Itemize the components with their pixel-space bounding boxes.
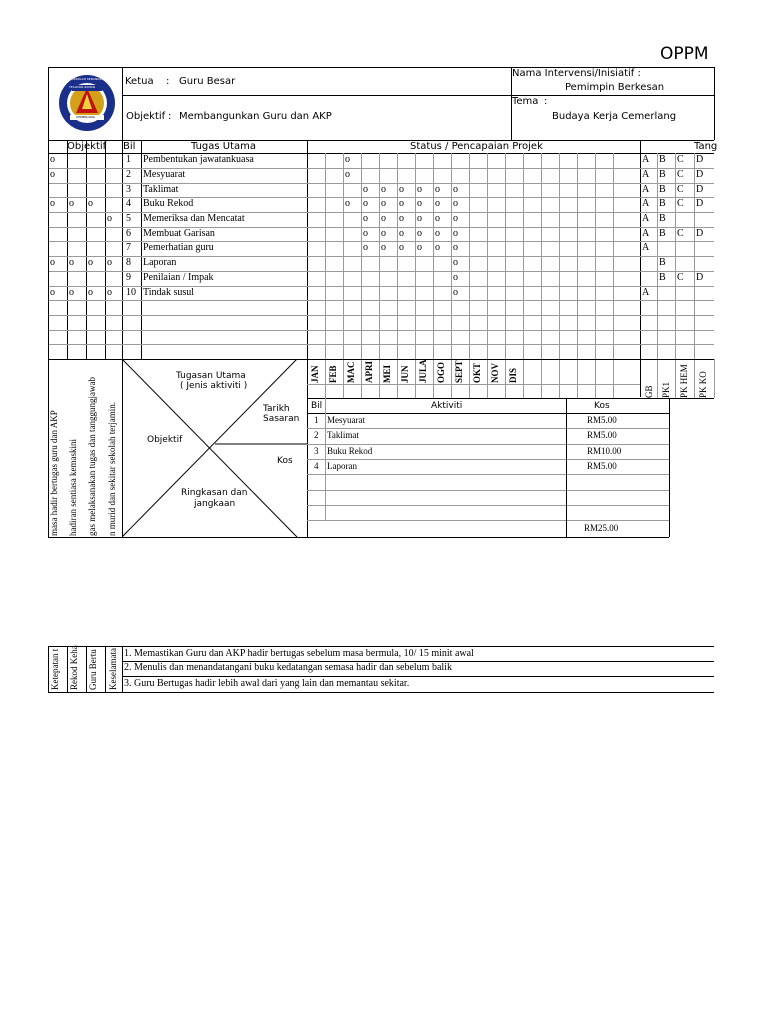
rule-line — [86, 646, 87, 692]
rule-line — [48, 183, 640, 184]
ketua-label: Ketua — [125, 76, 154, 87]
objective-mark: o — [69, 198, 74, 209]
task-number: 3 — [126, 184, 131, 195]
task-number: 9 — [126, 272, 131, 283]
cost-row-activity: Laporan — [327, 461, 357, 471]
objektif-column-header: Objektif — [67, 141, 107, 152]
month-label: MAC — [346, 361, 356, 383]
tugas-column-header: Tugas Utama — [191, 141, 257, 152]
status-mark: o — [453, 213, 458, 224]
status-mark: o — [399, 198, 404, 209]
rule-line — [640, 241, 714, 242]
month-label: OKT — [472, 362, 482, 383]
cost-row-amount: RM5.00 — [587, 415, 617, 425]
rule-line — [48, 537, 668, 538]
month-label: JUN — [400, 365, 410, 383]
task-number: 2 — [126, 169, 131, 180]
responsibility-mark: B — [659, 228, 666, 239]
status-mark: o — [453, 287, 458, 298]
status-mark: o — [453, 184, 458, 195]
objektif-value: Membangunkan Guru dan AKP — [179, 111, 332, 122]
objective-mark: o — [107, 257, 112, 268]
person-label: PK HEM — [679, 364, 689, 398]
status-mark: o — [381, 228, 386, 239]
responsibility-mark: C — [677, 184, 684, 195]
status-mark: o — [345, 169, 350, 180]
task-name: Pembentukan jawatankuasa — [143, 154, 254, 165]
cost-row-activity: Mesyuarat — [327, 415, 365, 425]
status-mark: o — [417, 184, 422, 195]
diagram-tarikh: Tarikh — [263, 404, 290, 414]
status-mark: o — [363, 228, 368, 239]
cost-row-amount: RM5.00 — [587, 461, 617, 471]
responsibility-mark: A — [642, 242, 650, 253]
status-mark: o — [345, 198, 350, 209]
rule-line — [523, 153, 524, 398]
rule-line — [86, 140, 87, 360]
task-name: Memeriksa dan Mencatat — [143, 213, 245, 224]
cost-aktiviti-header: Aktiviti — [431, 401, 463, 411]
task-name: Taklimat — [143, 184, 179, 195]
rule-line — [122, 676, 714, 677]
responsibility-mark: D — [696, 184, 704, 195]
responsibility-mark: B — [659, 154, 666, 165]
status-mark: o — [453, 228, 458, 239]
rule-line — [361, 153, 362, 398]
objective-vertical-2: hadiran sentiasa kemaskini — [68, 439, 78, 536]
nama-intervensi-label: Nama Intervensi/Inisiatif : — [512, 68, 641, 79]
person-label: GB — [644, 385, 654, 398]
responsibility-mark: B — [659, 169, 666, 180]
status-mark: o — [435, 198, 440, 209]
objective-mark: o — [88, 257, 93, 268]
cost-total: RM25.00 — [584, 523, 619, 533]
task-name: Penilaian / Impak — [143, 272, 214, 283]
rule-line — [48, 646, 49, 692]
rule-line — [325, 398, 326, 520]
rule-line — [379, 153, 380, 398]
responsibility-mark: C — [677, 272, 684, 283]
responsibility-mark: D — [696, 198, 704, 209]
rule-line — [640, 398, 714, 399]
objective-vertical-3: gas melaksanakan tugas dan tanggungjawab — [87, 377, 97, 536]
task-name: Buku Rekod — [143, 198, 194, 209]
cost-row-number: 1 — [314, 415, 319, 425]
status-mark: o — [453, 257, 458, 268]
rule-line — [307, 384, 640, 385]
status-mark: o — [435, 242, 440, 253]
responsibility-mark: C — [677, 169, 684, 180]
rule-line — [105, 140, 106, 360]
status-column-header: Status / Pencapaian Projek — [410, 141, 543, 152]
rule-line — [595, 153, 596, 398]
status-mark: o — [381, 198, 386, 209]
task-number: 5 — [126, 213, 131, 224]
responsibility-mark: A — [642, 198, 650, 209]
month-label: JAN — [310, 365, 320, 383]
rule-line — [640, 300, 714, 301]
status-mark: o — [399, 213, 404, 224]
responsibility-mark: A — [642, 154, 650, 165]
rule-line — [307, 413, 669, 414]
rule-line — [307, 505, 669, 506]
cost-row-amount: RM10.00 — [587, 446, 622, 456]
rule-line — [48, 197, 640, 198]
colon: : — [544, 96, 548, 107]
rule-line — [307, 459, 669, 460]
status-mark: o — [363, 184, 368, 195]
month-label: JULA — [418, 359, 428, 383]
responsibility-mark: D — [696, 154, 704, 165]
rule-line — [48, 140, 49, 538]
rule-line — [307, 490, 669, 491]
status-mark: o — [417, 228, 422, 239]
responsibility-mark: C — [677, 154, 684, 165]
rule-line — [469, 153, 470, 398]
objective-mark: o — [50, 198, 55, 209]
objective-mark: o — [50, 257, 55, 268]
cost-row-amount: RM5.00 — [587, 430, 617, 440]
rule-line — [307, 140, 308, 538]
task-name: Tindak susul — [143, 287, 195, 298]
rule-line — [122, 140, 123, 538]
rule-line — [307, 444, 669, 445]
status-mark: o — [399, 184, 404, 195]
objective-vertical-1: masa hadir bertugas guru dan AKP — [49, 410, 59, 536]
rule-line — [433, 153, 434, 398]
task-name: Laporan — [143, 257, 177, 268]
rule-line — [577, 153, 578, 398]
task-number: 4 — [126, 198, 131, 209]
rule-line — [48, 168, 640, 169]
cost-row-number: 3 — [314, 446, 319, 456]
status-mark: o — [435, 184, 440, 195]
responsibility-mark: D — [696, 272, 704, 283]
note-1: 1. Memastikan Guru dan AKP hadir bertugas sebelum masa bermula, 10/ 15 minit awal — [124, 648, 474, 659]
tema-value: Budaya Kerja Cemerlang — [552, 111, 677, 122]
status-mark: o — [435, 228, 440, 239]
responsibility-mark: B — [659, 213, 666, 224]
rule-line — [640, 344, 714, 345]
cost-row-number: 4 — [314, 461, 319, 471]
rule-line — [640, 256, 714, 257]
month-label: APRI — [364, 361, 374, 383]
rule-line — [694, 153, 695, 398]
diagram-tugasan: Tugasan Utama — [176, 371, 246, 381]
responsibility-mark: A — [642, 287, 650, 298]
rule-line — [48, 344, 640, 345]
diagram-ringkasan: Ringkasan dan — [181, 488, 248, 498]
status-mark: o — [363, 213, 368, 224]
rule-line — [669, 398, 670, 537]
rule-line — [48, 300, 640, 301]
colon: : — [166, 76, 170, 87]
bottom-vertical-4: Keselamata — [108, 648, 118, 690]
status-mark: o — [381, 213, 386, 224]
rule-line — [657, 153, 658, 398]
rule-line — [48, 315, 640, 316]
month-label: FEB — [328, 365, 338, 383]
responsibility-mark: C — [677, 198, 684, 209]
task-number: 6 — [126, 228, 131, 239]
status-mark: o — [381, 184, 386, 195]
person-label: PK1 — [661, 381, 671, 398]
status-mark: o — [453, 198, 458, 209]
month-label: MEI — [382, 365, 392, 383]
objective-mark: o — [50, 287, 55, 298]
rule-line — [640, 315, 714, 316]
rule-line — [559, 153, 560, 398]
status-mark: o — [417, 242, 422, 253]
objective-mark: o — [69, 257, 74, 268]
nama-intervensi-value: Pemimpin Berkesan — [565, 82, 665, 93]
status-mark: o — [399, 228, 404, 239]
status-mark: o — [453, 242, 458, 253]
month-label: OGO — [436, 361, 446, 383]
diagram-sasaran: Sasaran — [263, 414, 300, 424]
task-number: 7 — [126, 242, 131, 253]
status-mark: o — [417, 198, 422, 209]
colon: : — [168, 111, 172, 122]
objective-mark: o — [50, 154, 55, 165]
responsibility-mark: D — [696, 169, 704, 180]
rule-line — [325, 153, 326, 398]
rule-line — [487, 153, 488, 398]
status-mark: o — [417, 213, 422, 224]
rule-line — [141, 140, 142, 360]
status-mark: o — [345, 154, 350, 165]
task-number: 1 — [126, 154, 131, 165]
rule-line — [307, 520, 669, 521]
rule-line — [640, 212, 714, 213]
responsibility-mark: B — [659, 198, 666, 209]
objective-vertical-4: n murid dan sekitar sekolah terjamin. — [107, 402, 117, 536]
tema-label: Tema — [512, 96, 539, 107]
task-number: 8 — [126, 257, 131, 268]
rule-line — [48, 692, 714, 693]
rule-line — [48, 271, 640, 272]
status-mark: o — [399, 242, 404, 253]
responsibility-mark: A — [642, 213, 650, 224]
note-2: 2. Menulis dan menandatangani buku kedatangan semasa hadir dan sebelum balik — [124, 662, 452, 673]
cost-row-number: 2 — [314, 430, 319, 440]
rule-line — [122, 646, 123, 692]
diagram-kos: Kos — [277, 456, 293, 466]
task-name: Mesyuarat — [143, 169, 186, 180]
task-name: Pemerhatian guru — [143, 242, 214, 253]
rule-line — [105, 646, 106, 692]
rule-line — [640, 286, 714, 287]
rule-line — [48, 646, 714, 647]
responsibility-mark: A — [642, 169, 650, 180]
responsibility-mark: B — [659, 184, 666, 195]
rule-line — [48, 212, 640, 213]
cost-row-activity: Taklimat — [327, 430, 359, 440]
objective-mark: o — [107, 213, 112, 224]
objective-mark: o — [88, 198, 93, 209]
tanggung-column-header: Tang — [694, 141, 718, 152]
rule-line — [613, 153, 614, 398]
rule-line — [307, 398, 640, 399]
rule-line — [675, 153, 676, 398]
status-mark: o — [435, 213, 440, 224]
rule-line — [48, 256, 640, 257]
month-label: NOV — [490, 363, 500, 383]
month-label: SEPT — [454, 360, 464, 383]
task-name: Membuat Garisan — [143, 228, 215, 239]
diagram-jangkaan: jangkaan — [194, 499, 236, 509]
rule-line — [48, 359, 714, 360]
bil-column-header: Bil — [123, 141, 136, 152]
rule-line — [505, 153, 506, 398]
status-mark: o — [363, 198, 368, 209]
objective-mark: o — [88, 287, 93, 298]
objective-mark: o — [107, 287, 112, 298]
rule-line — [48, 241, 640, 242]
page-title: OPPM — [660, 44, 709, 64]
status-mark: o — [453, 272, 458, 283]
cost-bil-header: Bil — [311, 401, 323, 411]
rule-line — [640, 330, 714, 331]
bottom-vertical-2: Rekod Keha — [69, 645, 79, 690]
rule-line — [122, 661, 714, 662]
bottom-vertical-1: Ketepatan t — [50, 648, 60, 690]
cost-kos-header: Kos — [594, 401, 610, 411]
note-3: 3. Guru Bertugas hadir lebih awal dari yang lain dan memantau sekitar. — [124, 678, 410, 689]
objective-mark: o — [69, 287, 74, 298]
rule-line — [48, 330, 640, 331]
task-number: 10 — [126, 287, 136, 298]
rule-line — [307, 474, 669, 475]
responsibility-mark: C — [677, 228, 684, 239]
diagram-jenis: ( Jenis aktiviti ) — [180, 381, 248, 391]
rule-line — [67, 140, 68, 360]
rule-line — [397, 153, 398, 398]
rule-line — [541, 153, 542, 398]
responsibility-mark: D — [696, 228, 704, 239]
objective-mark: o — [50, 169, 55, 180]
rule-line — [48, 286, 640, 287]
responsibility-mark: B — [659, 257, 666, 268]
bottom-vertical-3: Guru Bertu — [88, 649, 98, 690]
rule-line — [415, 153, 416, 398]
status-mark: o — [381, 242, 386, 253]
responsibility-mark: B — [659, 272, 666, 283]
rule-line — [48, 227, 640, 228]
objektif-label: Objektif — [126, 111, 166, 122]
diagram-objektif: Objektif — [147, 435, 183, 445]
person-label: PK KO — [698, 371, 708, 398]
rule-line — [714, 359, 715, 398]
rule-line — [343, 153, 344, 398]
status-mark: o — [363, 242, 368, 253]
month-label: DIS — [508, 367, 518, 383]
responsibility-mark: A — [642, 228, 650, 239]
school-logo: TELADOR ZAMAN SEKOLAH KEBANGSAAN CEMERLANG — [58, 73, 116, 133]
rule-line — [67, 646, 68, 692]
rule-line — [566, 398, 567, 537]
ketua-value: Guru Besar — [179, 76, 236, 87]
cost-row-activity: Buku Rekod — [327, 446, 373, 456]
rule-line — [451, 153, 452, 398]
responsibility-mark: A — [642, 184, 650, 195]
rule-line — [307, 428, 669, 429]
